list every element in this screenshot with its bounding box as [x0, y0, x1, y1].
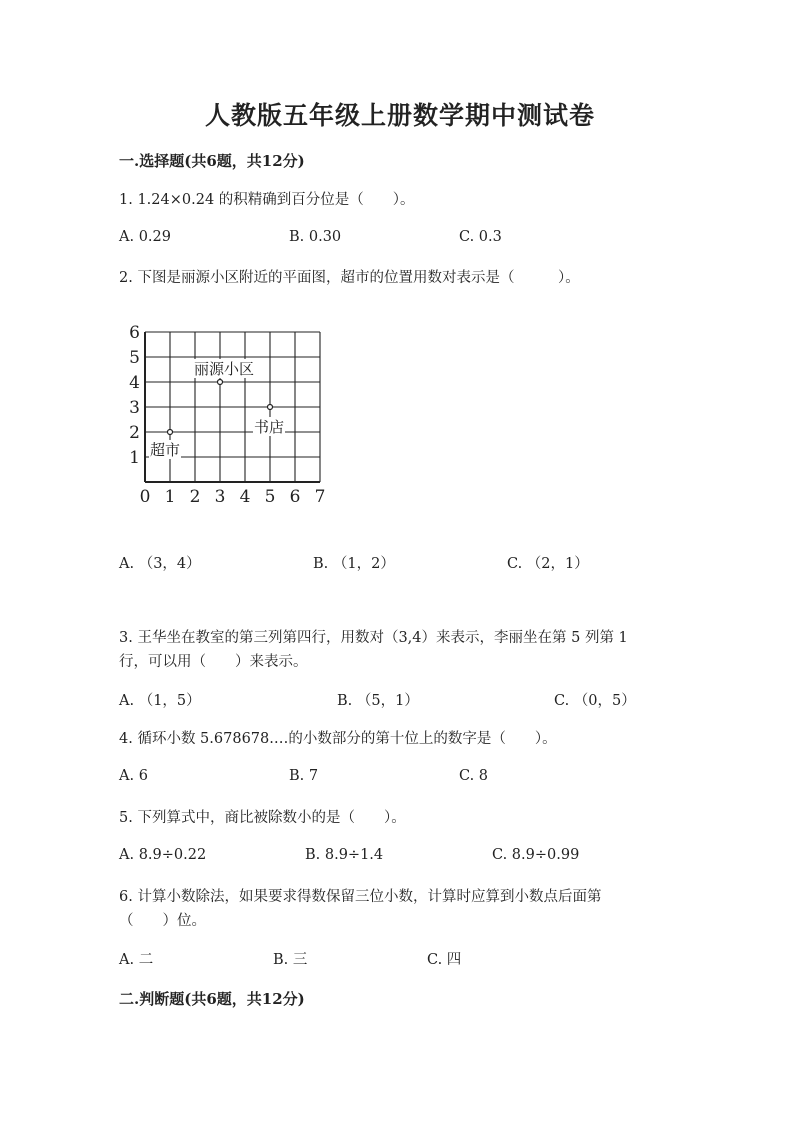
q2-option-b: B. （1，2）	[313, 556, 395, 572]
coordinate-grid-figure	[125, 322, 340, 507]
place-point	[218, 380, 223, 385]
section-heading-judgement: 二.判断题(共6题，共12分)	[119, 990, 305, 1008]
q3-option-c: C. （0，5）	[554, 693, 636, 709]
y-tick-label: 5	[129, 348, 140, 368]
x-tick-label: 1	[164, 487, 176, 507]
y-tick-label: 6	[129, 323, 140, 343]
q5-option-b: B. 8.9÷1.4	[305, 847, 384, 863]
q1-option-c: C. 0.3	[459, 229, 502, 245]
q6-option-c: C. 四	[427, 952, 462, 968]
x-tick-label: 0	[139, 487, 151, 507]
question-4: 4. 循环小数 5.678678.…的小数部分的第十位上的数字是（ ）。	[119, 731, 557, 747]
question-6-line-1: 6. 计算小数除法，如果要求得数保留三位小数，计算时应算到小数点后面第	[119, 889, 602, 905]
q3-option-b: B. （5，1）	[337, 693, 419, 709]
place-point	[268, 405, 273, 410]
q1-option-b: B. 0.30	[289, 229, 342, 245]
x-tick-label: 3	[214, 487, 226, 507]
q4-option-a: A. 6	[119, 768, 148, 784]
question-1: 1. 1.24×0.24 的积精确到百分位是（ ）。	[119, 192, 415, 208]
x-tick-label: 5	[264, 487, 276, 507]
place-label: 书店	[254, 418, 285, 436]
place-point	[168, 430, 173, 435]
question-5: 5. 下列算式中，商比被除数小的是（ ）。	[119, 810, 406, 826]
grid-lines	[145, 332, 320, 482]
q5-option-c: C. 8.9÷0.99	[492, 847, 580, 863]
q3-option-a: A. （1，5）	[119, 693, 201, 709]
grid-tick-labels	[129, 323, 325, 507]
grid-places	[149, 359, 285, 459]
y-tick-label: 2	[129, 423, 140, 443]
x-tick-label: 4	[239, 487, 251, 507]
question-2: 2. 下图是丽源小区附近的平面图，超市的位置用数对表示是（ ）。	[119, 270, 580, 286]
q2-option-c: C. （2，1）	[507, 556, 589, 572]
q4-option-c: C. 8	[459, 768, 489, 784]
x-tick-label: 2	[189, 487, 201, 507]
q4-option-b: B. 7	[289, 768, 319, 784]
question-3-line-2: 行，可以用（ ）来表示。	[119, 654, 308, 670]
page-title: 人教版五年级上册数学期中测试卷	[204, 101, 595, 130]
q6-option-a: A. 二	[119, 952, 154, 968]
place-label: 丽源小区	[194, 360, 255, 378]
question-6-line-2: （ ）位。	[119, 913, 206, 929]
x-tick-label: 7	[314, 487, 326, 507]
q1-option-a: A. 0.29	[119, 229, 171, 245]
x-tick-label: 6	[289, 487, 301, 507]
q5-option-a: A. 8.9÷0.22	[119, 847, 207, 863]
section-heading-choice: 一.选择题(共6题，共12分)	[119, 152, 305, 170]
place-label: 超市	[150, 441, 181, 459]
q6-option-b: B. 三	[273, 952, 308, 968]
y-tick-label: 3	[129, 398, 140, 418]
y-tick-label: 1	[129, 448, 140, 468]
y-tick-label: 4	[129, 373, 140, 393]
q2-option-a: A. （3，4）	[119, 556, 201, 572]
question-3-line-1: 3. 王华坐在教室的第三列第四行，用数对（3,4）来表示，李丽坐在第 5 列第 1	[119, 630, 628, 646]
